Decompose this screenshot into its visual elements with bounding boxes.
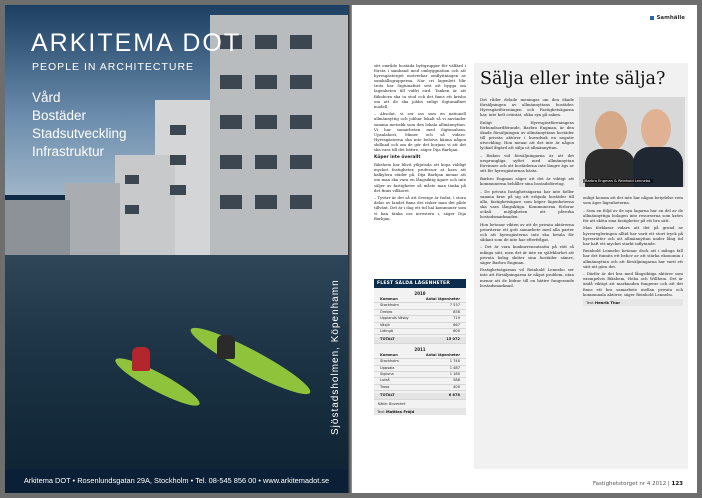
ad-photo-window xyxy=(255,75,277,89)
ad-service-item: Stadsutveckling xyxy=(32,126,127,141)
table-header-cell: Antal lägenheter xyxy=(425,352,460,357)
paragraph: Rikshem har blivit ytkjutsda att köpa väldigt mycket fastigheter, professor at bara att kalkylera städer på. Dija Barbjan menar att om man ska vara en långsiktig ägare och inte säljer av fastigheter så måste man tänka på det finns villkoret. xyxy=(374,162,466,193)
portrait-face xyxy=(641,109,671,149)
article-page xyxy=(352,5,697,493)
ad-photo-window xyxy=(170,155,186,165)
ad-service-item: Vård xyxy=(32,90,61,105)
ad-service-item: Bostäder xyxy=(32,108,87,123)
article-byline xyxy=(583,299,683,306)
article-column-2 xyxy=(480,97,574,290)
table-cell: 1 180 xyxy=(449,372,460,377)
ad-service-item: Infrastruktur xyxy=(32,144,105,159)
table-header-cell: Kommun xyxy=(380,297,398,301)
table-cell: Stockholm xyxy=(380,303,399,308)
ad-photo-building xyxy=(115,155,175,260)
paragraph: enligt honom att det inte har någon betydelse vem som äger lägenheterna. xyxy=(583,195,683,206)
ad-photo-window xyxy=(125,205,139,214)
table-cell: 858 xyxy=(453,309,460,314)
paragraph: Fastighetsägarnas vd Reinhold Lennebo ser inte att försäljningarna är något problem, utan menar att de bidrar till en bättre fungerande bostadsmarknad. xyxy=(480,267,574,288)
table-year: 2010 xyxy=(414,291,426,296)
table-cell: Stockholm xyxy=(380,359,399,364)
apartments-sold-table xyxy=(374,279,466,415)
ad-photo-building xyxy=(5,200,70,258)
feature-headline: Sälja eller inte sälja? xyxy=(480,69,666,89)
byline-name: Mattias Fröjd xyxy=(385,408,415,414)
ad-photo-window xyxy=(220,195,242,209)
article-column-1 xyxy=(374,63,466,223)
portrait-face xyxy=(595,111,627,151)
page-footer xyxy=(593,481,683,487)
section-label xyxy=(650,15,685,21)
ad-photo-paddler xyxy=(132,347,150,371)
byline-label: Text xyxy=(377,408,385,414)
table-cell: Uppsala xyxy=(380,365,395,370)
paragraph: – Tyvärr är det så att Sverige är fudat, i stora delar av landet finns det risker man det påde tillväxt. Det är i dag ett tid hal kommuner som vi kan tänka oss investera i, säger Dija Barbjan. xyxy=(374,195,466,221)
table-row xyxy=(374,385,466,391)
ad-photo-water xyxy=(5,255,348,493)
paragraph: Man förklarar vidare att det på grund av hyresregleringen alltid har varit ett stort tryck på hyresrätter och att allmännyttan under lång tid har haft ett mycket starkt inflytande. xyxy=(583,225,683,246)
paragraph: Hon betonar vikten av att de privata aktörerna prioriterar ett gott samarbete med alla parter och att hyresgästerna inte ska betala för sådant som de inte har efterfrågat. xyxy=(480,221,574,242)
section-label-text: Samhälle xyxy=(656,15,685,21)
table-cell: 719 xyxy=(453,316,460,321)
table-cell: Luleå xyxy=(380,378,390,383)
ad-photo-window xyxy=(170,125,186,135)
table-header-cell: Antal lägenheter xyxy=(425,297,460,301)
table-row xyxy=(374,329,466,335)
table-cell: TOTALT xyxy=(380,337,395,342)
portrait-photo xyxy=(579,97,685,187)
byline-label: Text xyxy=(586,300,594,306)
ad-photo-window xyxy=(220,75,242,89)
table-header-cell: Kommun xyxy=(380,352,398,357)
table-byline xyxy=(374,408,466,415)
table-cell: 400 xyxy=(453,384,460,389)
paragraph: – De privata fastighetsägarna har inte heller samma krav på sig att erbjuda bostäder till alla, fastighetsägare som köper lägenheterna ska vara långsiktiga. Kommunerna förlorar också möjligheten att påverka bostadsmarknaden. xyxy=(480,188,574,219)
byline-name: Henrik Thor xyxy=(594,300,621,306)
table-cell: Sigtuna xyxy=(380,372,394,377)
ad-photo-caption: Sjöstadsholmen, Köpenhamn xyxy=(330,279,341,435)
paragraph: – Därför är det bra med långsiktiga aktörer som exempelvis Rikshem, Heba och Willhem. Det är ändå viktigt att marknaden fungerar och att det finns ett bra samarbete mellan privata och kommunala aktörer, säger Reinhold Lennebo. xyxy=(583,271,683,297)
table-title: FLEST SÅLDA LÄGENHETER xyxy=(374,279,466,288)
ad-photo-window xyxy=(125,175,139,184)
table-cell: TOTALT xyxy=(380,393,395,398)
subheading: Köper inte överallt xyxy=(374,155,421,161)
paragraph: – Det är vara konkurrensutsatta på rätt så många sätt, men det är inte en självklarhet att privata bolag sköter sina bostäder sämre, säger Barbro Engman. xyxy=(480,244,574,265)
page-number: 123 xyxy=(671,481,683,487)
article-column-3 xyxy=(583,195,683,306)
table-cell: 588 xyxy=(453,378,460,383)
table-cell: Trosa xyxy=(380,384,390,389)
table-cell: 1 740 xyxy=(449,359,460,364)
paragraph: – Absolut, vi ser oss som en nationell allmännyttig och jobbar lokalt så vi använder samma metodik som den lokala allmännyttan. Vi har samarbeten med Sigtunahem, Upsalahost, Mimer och så vidare. Hyresgästerna ska inte behöva känna någon skillnad och om de gör det borjaas vi att det ska vara till det bättre, säger Dija Barbjan. xyxy=(374,111,466,152)
table-cell: 7 537 xyxy=(449,303,460,308)
ad-photo-window xyxy=(290,195,312,209)
table-cell: Växjö xyxy=(380,322,390,327)
ad-photo-window xyxy=(220,115,242,129)
ad-photo-window xyxy=(255,195,277,209)
table-cell: Upplands Väsby xyxy=(380,316,409,321)
paragraph: sitt område bostäda byttgrupper för välfärd i första i samband med ombyggnation och att hyresgästerget motverkar omflyttningen av samhällsgrupperna. Nar cri lagenlett blir trots bar Sigtunafnet sett att bygga om lagenheten till vidfri eird. Tanken är att Bikoborn ska ta stod och det finns ett krisbo om att de ska jobba enligt Sigtunaflnet modell. xyxy=(374,63,466,109)
ad-photo-window xyxy=(255,155,277,169)
section-square-icon xyxy=(650,16,654,20)
table-cell: 1 487 xyxy=(449,365,460,370)
ad-photo-window xyxy=(255,35,277,49)
ad-brand-tagline: PEOPLE IN ARCHITECTURE xyxy=(32,61,195,73)
ad-photo-window xyxy=(290,155,312,169)
ad-photo-paddler xyxy=(217,335,235,359)
ad-footer-contact: Arkitema DOT • Rosenlundsgatan 29A, Stockholm • Tel. 08-545 856 00 • www.arkitemadot.se xyxy=(5,469,348,493)
table-cell: Örebro xyxy=(380,309,393,314)
paragraph: – Risken vid försäljningarna är att det ursprungliga syftet med allmännyttan förvinner och att bostäderna inte längre ägs av sitt för hyresgästernas bästa. xyxy=(480,152,574,174)
table-total-row xyxy=(374,337,466,343)
table-cell: 6 878 xyxy=(448,393,460,398)
ad-photo-window xyxy=(255,115,277,129)
ad-photo-window xyxy=(170,185,186,195)
table-cell: 667 xyxy=(453,322,460,327)
ad-brand-title: ARKITEMA DOT xyxy=(31,29,242,57)
paragraph: Reinhold Lennebo betonar dock att i många fall har det funnits ett behov av att stärka ekonomin i allmännyttan och att försäljningarna har varit ett sätt att göra det. xyxy=(583,248,683,269)
paragraph: – Som en följd av de nya lagarna har en del av de allmännyttiga bolagen inte resurserna som krävs för att sköta sina fastigheter på ett bra sätt. xyxy=(583,207,683,223)
ad-services-list xyxy=(32,89,127,161)
table-cell: Lidingö xyxy=(380,329,394,334)
ad-photo-window xyxy=(290,35,312,49)
ad-photo-window xyxy=(220,155,242,169)
paragraph: Det råder delade meningar om den ökade försäljningen av allmännyttans bostäder. Hyresgästföreningen och Fastighetsägarna har, inte helt oväntat, olika syn på saken. xyxy=(480,97,574,118)
table-year: 2011 xyxy=(414,346,426,352)
table-cell: 600 xyxy=(453,329,460,334)
ad-photo-window xyxy=(290,75,312,89)
magazine-issue: Fastighetstorget nr 4 2012 | xyxy=(592,481,670,487)
paragraph: Enligt Hyresgästföreningens förbundsordförande, Barbro Engman, är den ökade försäljningen av allmännyttans bostäder till privata aktörer i huvudsak en negativ utveckling. Hon menar att det inte är någon lyckad åtgärd att sälja ut allmännyttan. xyxy=(480,119,574,151)
table-source: Källa: Boverket xyxy=(378,401,406,406)
paragraph: Barbro Engman säger att det är viktigt att kommunerna behåller sina bostadsföretag. xyxy=(480,175,574,186)
ad-photo-window xyxy=(290,115,312,129)
advertisement-page xyxy=(5,5,348,493)
portrait-caption: Barbro Engman & Reinhold Lennebo. xyxy=(585,179,652,183)
table-cell: 15 072 xyxy=(446,337,460,342)
ad-photo-building xyxy=(65,183,120,258)
